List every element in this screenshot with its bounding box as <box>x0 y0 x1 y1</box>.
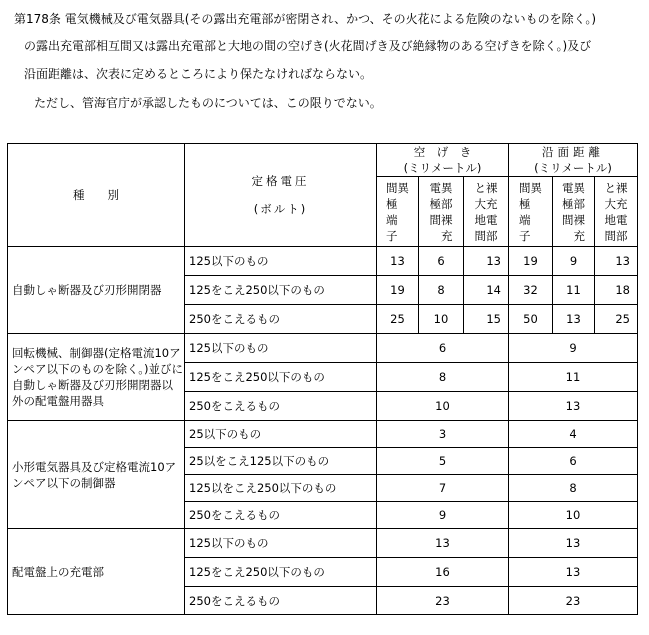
voltage-cell: 125以下のもの <box>185 529 377 558</box>
value-cell: 25 <box>595 305 638 334</box>
table-row <box>8 247 638 276</box>
value-cell: 32 <box>509 276 553 305</box>
value-cell: 19 <box>509 247 553 276</box>
voltage-cell: 125をこえ250以下のもの <box>185 276 377 305</box>
value-cell: 19 <box>377 276 419 305</box>
value-cell: 9 <box>509 334 638 363</box>
value-cell: 13 <box>377 529 509 558</box>
value-cell: 10 <box>509 502 638 529</box>
category-cell: 自動しゃ断器及び刃形開閉器 <box>8 247 185 334</box>
value-cell: 23 <box>377 587 509 615</box>
value-cell: 14 <box>464 276 509 305</box>
value-cell: 8 <box>509 475 638 502</box>
header-creepage-unit: (ミリメートル) <box>534 161 612 175</box>
voltage-cell: 250をこえるもの <box>185 502 377 529</box>
header-voltage-unit: (ボルト) <box>253 202 308 216</box>
value-cell: 3 <box>377 421 509 448</box>
value-cell: 50 <box>509 305 553 334</box>
clearance-table <box>7 143 638 615</box>
value-cell: 10 <box>419 305 464 334</box>
value-cell: 13 <box>509 392 638 421</box>
value-cell: 8 <box>377 363 509 392</box>
value-cell: 15 <box>464 305 509 334</box>
voltage-cell: 125をこえ250以下のもの <box>185 558 377 587</box>
subheader-gap-earth: と 大 地 間 裸 充 電 部 <box>464 177 509 247</box>
article-line-4: ただし、管海官庁が承認したものについては、この限りでない。 <box>34 96 382 110</box>
value-cell: 11 <box>553 276 595 305</box>
value-cell: 8 <box>419 276 464 305</box>
header-gap-unit: (ミリメートル) <box>403 161 482 175</box>
voltage-cell: 125をこえ250以下のもの <box>185 363 377 392</box>
voltage-cell: 250をこえるもの <box>185 587 377 615</box>
value-cell: 7 <box>377 475 509 502</box>
article-line-2: の露出充電部相互間又は露出充電部と大地の間の空げき(火花間げき及び絶縁物のある空げきを除く。)及び <box>24 39 592 53</box>
header-gap <box>377 144 509 177</box>
value-cell: 13 <box>509 558 638 587</box>
header-category: 種 別 <box>8 144 185 247</box>
header-creepage <box>509 144 638 177</box>
value-cell: 13 <box>595 247 638 276</box>
value-cell: 13 <box>509 529 638 558</box>
value-cell: 13 <box>377 247 419 276</box>
value-cell: 9 <box>377 502 509 529</box>
header-voltage <box>185 144 377 247</box>
value-cell: 13 <box>553 305 595 334</box>
category-cell: 配電盤上の充電部 <box>8 529 185 615</box>
category-cell: 小形電気器具及び定格電流10アンペア以下の制御器 <box>8 421 185 529</box>
header-gap-title: 空 げ き <box>413 145 472 159</box>
header-voltage-title: 定格電圧 <box>251 174 310 188</box>
subheader-gap-terminals: 間 極 端 子 異 <box>377 177 419 247</box>
value-cell: 16 <box>377 558 509 587</box>
voltage-cell: 250をこえるもの <box>185 392 377 421</box>
value-cell: 4 <box>509 421 638 448</box>
table-row <box>8 421 638 448</box>
subheader-gap-live-parts: 電 極 間 異 部 裸 充 <box>419 177 464 247</box>
article-line-1: 第178条 電気機械及び電気器具(その露出充電部が密閉され、かつ、その火花による危険のないものを除く。) <box>14 12 597 26</box>
header-creepage-title: 沿面距離 <box>542 145 604 159</box>
value-cell: 5 <box>377 448 509 475</box>
voltage-cell: 25以下のもの <box>185 421 377 448</box>
article-line-3: 沿面距離は、次表に定めるところにより保たなければならない。 <box>24 67 373 81</box>
voltage-cell: 125以下のもの <box>185 247 377 276</box>
value-cell: 9 <box>553 247 595 276</box>
value-cell: 6 <box>509 448 638 475</box>
value-cell: 6 <box>419 247 464 276</box>
value-cell: 10 <box>377 392 509 421</box>
voltage-cell: 125以下のもの <box>185 334 377 363</box>
subheader-creep-earth: と 大 地 間 裸 充 電 部 <box>595 177 638 247</box>
subheader-creep-live-parts: 電 極 間 異 部 裸 充 <box>553 177 595 247</box>
voltage-cell: 125以をこえ250以下のもの <box>185 475 377 502</box>
value-cell: 13 <box>464 247 509 276</box>
value-cell: 6 <box>377 334 509 363</box>
value-cell: 23 <box>509 587 638 615</box>
category-cell: 回転機械、制御器(定格電流10アンペア以下のものを除く。)並びに自動しゃ断器及び刃形開閉器以外の配電盤用器具 <box>8 334 185 421</box>
value-cell: 18 <box>595 276 638 305</box>
table-row <box>8 334 638 363</box>
voltage-cell: 250をこえるもの <box>185 305 377 334</box>
subheader-creep-terminals: 間 極 端 子 異 <box>509 177 553 247</box>
voltage-cell: 25以をこえ125以下のもの <box>185 448 377 475</box>
value-cell: 25 <box>377 305 419 334</box>
value-cell: 11 <box>509 363 638 392</box>
table-row <box>8 529 638 558</box>
